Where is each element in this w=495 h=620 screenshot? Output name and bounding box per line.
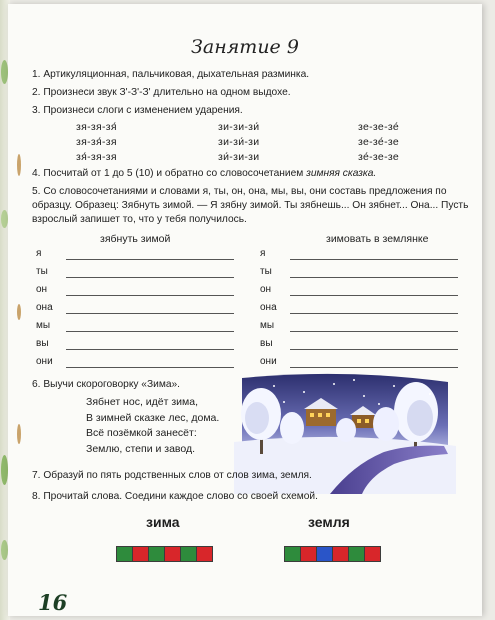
syllable-cell: зя́-зя-зя: [76, 151, 117, 163]
write-line[interactable]: [290, 295, 458, 296]
pronoun-label: он: [36, 284, 48, 295]
pronoun-label: вы: [36, 338, 49, 349]
scheme-box: [148, 546, 165, 562]
syllable-cell: зя-зя-зя́: [76, 121, 117, 133]
pronoun-label: ты: [36, 266, 48, 277]
sound-scheme-left[interactable]: [116, 546, 212, 562]
write-line[interactable]: [66, 331, 234, 332]
syllable-cell: зи-зи́-зи: [218, 136, 260, 148]
pronoun-label: я: [260, 248, 266, 259]
task-4-phrase: зимняя сказка.: [306, 168, 377, 179]
fill-row[interactable]: [36, 266, 234, 280]
scheme-box: [348, 546, 365, 562]
sound-scheme-right[interactable]: [284, 546, 380, 562]
scheme-box: [196, 546, 213, 562]
task-7: 7. Образуй по пять родственных слов от слов зима, земля.: [32, 470, 312, 481]
syllable-cell: зя-зя́-зя: [76, 136, 117, 148]
task-4: [32, 167, 376, 181]
pronoun-label: мы: [36, 320, 51, 331]
task-4-text: 4. Посчитай от 1 до 5 (10) и обратно со словосочетанием: [32, 168, 304, 179]
syllable-cell: зе-зе-зе́: [358, 121, 400, 133]
write-line[interactable]: [66, 313, 234, 314]
pronoun-label: мы: [260, 320, 275, 331]
write-line[interactable]: [290, 259, 458, 260]
leaf-icon: [1, 455, 8, 485]
leaf-icon: [1, 540, 8, 560]
page-number: 16: [38, 590, 68, 615]
write-line[interactable]: [290, 277, 458, 278]
left-column-header: зябнуть зимой: [100, 233, 171, 245]
fill-row[interactable]: [260, 248, 458, 262]
pronoun-label: вы: [260, 338, 273, 349]
fill-row[interactable]: [260, 284, 458, 298]
word-zima[interactable]: зима: [146, 514, 180, 530]
scheme-box: [180, 546, 197, 562]
poem-line: Зябнет нос, идёт зима,: [86, 396, 198, 408]
ornament-icon: [17, 304, 21, 320]
fill-row[interactable]: [36, 320, 234, 334]
tongue-twister: [86, 395, 219, 457]
pronoun-label: она: [260, 302, 277, 313]
fill-row[interactable]: [36, 338, 234, 352]
scheme-box: [332, 546, 349, 562]
fill-row[interactable]: [260, 356, 458, 370]
right-column-header: зимовать в землянке: [326, 233, 429, 245]
scheme-box: [284, 546, 301, 562]
write-line[interactable]: [66, 295, 234, 296]
pronoun-label: они: [260, 356, 277, 367]
write-line[interactable]: [66, 349, 234, 350]
fill-row[interactable]: [260, 320, 458, 334]
fill-row[interactable]: [260, 266, 458, 280]
workbook-page: [8, 4, 482, 616]
task-3: 3. Произнеси слоги с изменением ударения.: [32, 105, 243, 116]
scheme-box: [116, 546, 133, 562]
syllable-cell: зи́-зи-зи: [218, 151, 260, 163]
fill-row[interactable]: [36, 284, 234, 298]
task-5: 5. Со словосочетаниями и словами я, ты, он, она, мы, вы, они составь предложения по образцу. Образец: Зябнуть зимой. — Я зябну зимой. Ты зябнешь... Он зябнет... Она... Пусть взрослый запишет то, что у тебя получилось.: [32, 186, 469, 225]
task-2: 2. Произнеси звук З'-З'-З' длительно на одном выдохе.: [32, 87, 291, 98]
write-line[interactable]: [290, 331, 458, 332]
syllable-cell: зи-зи-зи́: [218, 121, 260, 133]
write-line[interactable]: [290, 367, 458, 368]
poem-line: Всё позёмкой занесёт:: [86, 427, 197, 439]
pronoun-label: он: [260, 284, 272, 295]
write-line[interactable]: [66, 367, 234, 368]
syllable-cell: зе-зе́-зе: [358, 136, 400, 148]
word-zemlya[interactable]: земля: [308, 514, 350, 530]
write-line[interactable]: [290, 349, 458, 350]
pronoun-label: я: [36, 248, 42, 259]
syllable-cell: зе́-зе-зе: [358, 151, 400, 163]
write-line[interactable]: [290, 313, 458, 314]
task-8: 8. Прочитай слова. Соедини каждое слово со своей схемой.: [32, 491, 318, 502]
leaf-icon: [1, 210, 8, 228]
fill-row[interactable]: [260, 302, 458, 316]
fill-row[interactable]: [260, 338, 458, 352]
pronoun-label: они: [36, 356, 53, 367]
page-title: Занятие 9: [191, 36, 299, 58]
scheme-box: [364, 546, 381, 562]
scheme-box: [300, 546, 317, 562]
fill-row[interactable]: [36, 356, 234, 370]
scheme-box: [132, 546, 149, 562]
leaf-icon: [1, 60, 8, 84]
ornament-icon: [17, 154, 21, 176]
pronoun-label: ты: [260, 266, 272, 277]
write-line[interactable]: [66, 259, 234, 260]
write-line[interactable]: [66, 277, 234, 278]
scheme-box: [316, 546, 333, 562]
pronoun-label: она: [36, 302, 53, 313]
fill-row[interactable]: [36, 302, 234, 316]
poem-line: Землю, степи и завод.: [86, 442, 196, 455]
task-1: 1. Артикуляционная, пальчиковая, дыхательная разминка.: [32, 69, 310, 80]
scheme-box: [164, 546, 181, 562]
poem-line: В зимней сказке лес, дома.: [86, 411, 220, 424]
task-6: 6. Выучи скороговорку «Зима».: [32, 379, 180, 390]
fill-row[interactable]: [36, 248, 234, 262]
ornament-icon: [17, 424, 21, 444]
